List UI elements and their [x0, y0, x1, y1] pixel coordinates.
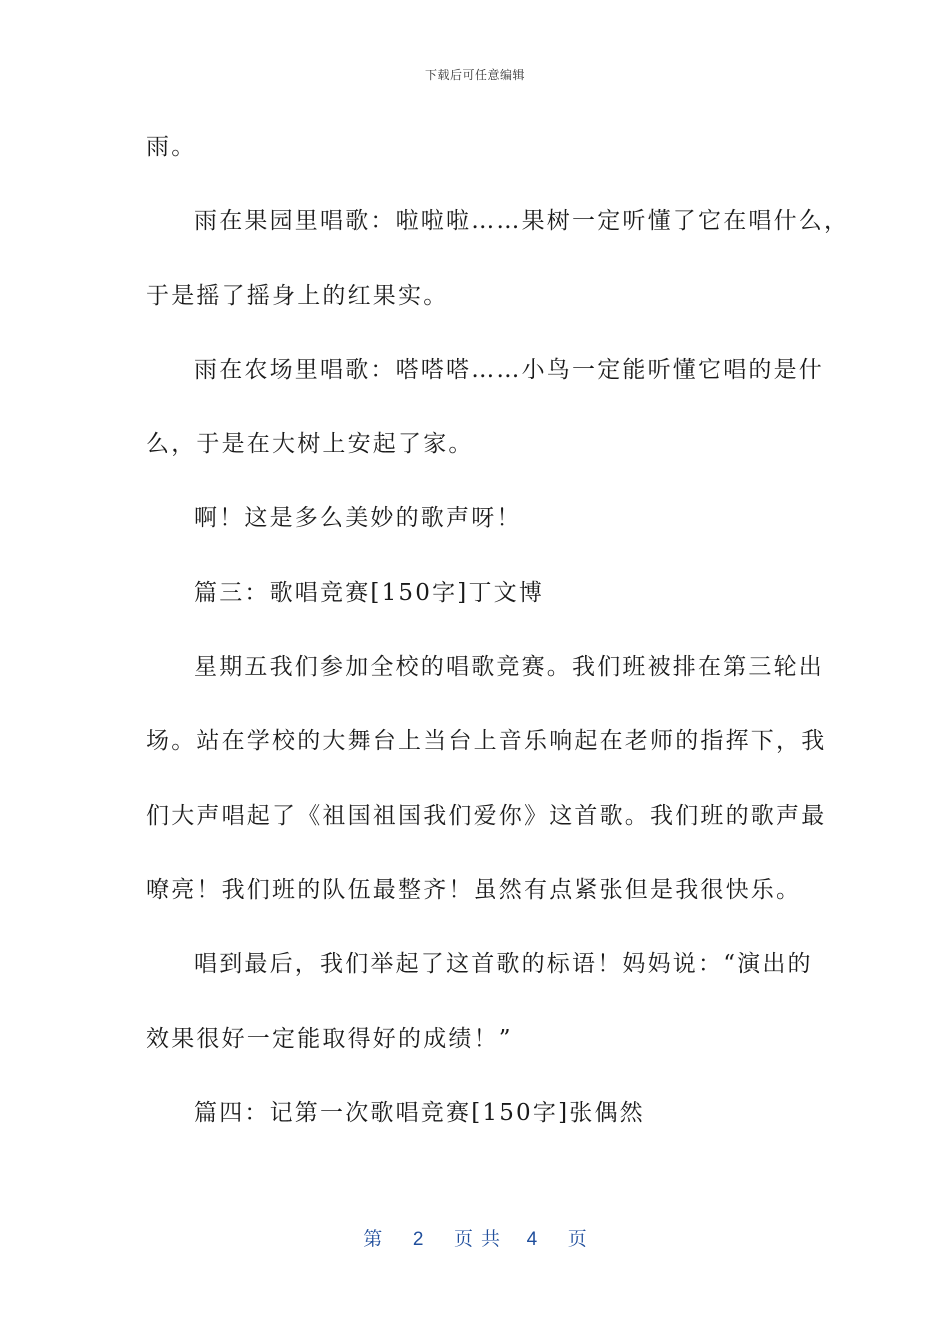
paragraph-line: 雨在果园里唱歌：啦啦啦……果树一定听懂了它在唱什么，	[194, 208, 850, 235]
body-text	[146, 128, 850, 1168]
paragraph-line: 么，于是在大树上安起了家。	[146, 431, 474, 458]
paragraph-line: 场。站在学校的大舞台上当台上音乐响起在老师的指挥下，我	[146, 728, 827, 755]
paragraph-line: 雨在农场里唱歌：嗒嗒嗒……小鸟一定能听懂它唱的是什	[194, 356, 824, 383]
paragraph-line: 效果很好一定能取得好的成绩！”	[146, 1025, 513, 1052]
footer-prefix: 第	[363, 1229, 383, 1250]
paragraph-line: 于是摇了摇身上的红果实。	[146, 282, 449, 309]
footer-suffix: 页	[567, 1229, 587, 1250]
section-heading: 篇三：歌唱竞赛[150字]丁文博	[194, 579, 545, 606]
paragraph-line: 嘹亮！我们班的队伍最整齐！虽然有点紧张但是我很快乐。	[146, 876, 802, 903]
paragraph-line: 们大声唱起了《祖国祖国我们爱你》这首歌。我们班的歌声最	[146, 802, 827, 829]
footer-middle: 页共	[453, 1229, 508, 1250]
paragraph-line: 啊！这是多么美妙的歌声呀！	[194, 505, 522, 532]
footer-total-pages: 4	[526, 1229, 538, 1250]
footer-current-page: 2	[412, 1229, 424, 1250]
paragraph-line: 星期五我们参加全校的唱歌竞赛。我们班被排在第三轮出	[194, 654, 824, 681]
page-number-footer	[0, 1224, 950, 1251]
paragraph-line: 唱到最后，我们举起了这首歌的标语！妈妈说：“演出的	[194, 951, 813, 978]
paragraph-line: 雨。	[146, 134, 197, 160]
header-note: 下载后可任意编辑	[424, 68, 525, 82]
section-heading: 篇四：记第一次歌唱竞赛[150字]张偶然	[194, 1099, 645, 1126]
